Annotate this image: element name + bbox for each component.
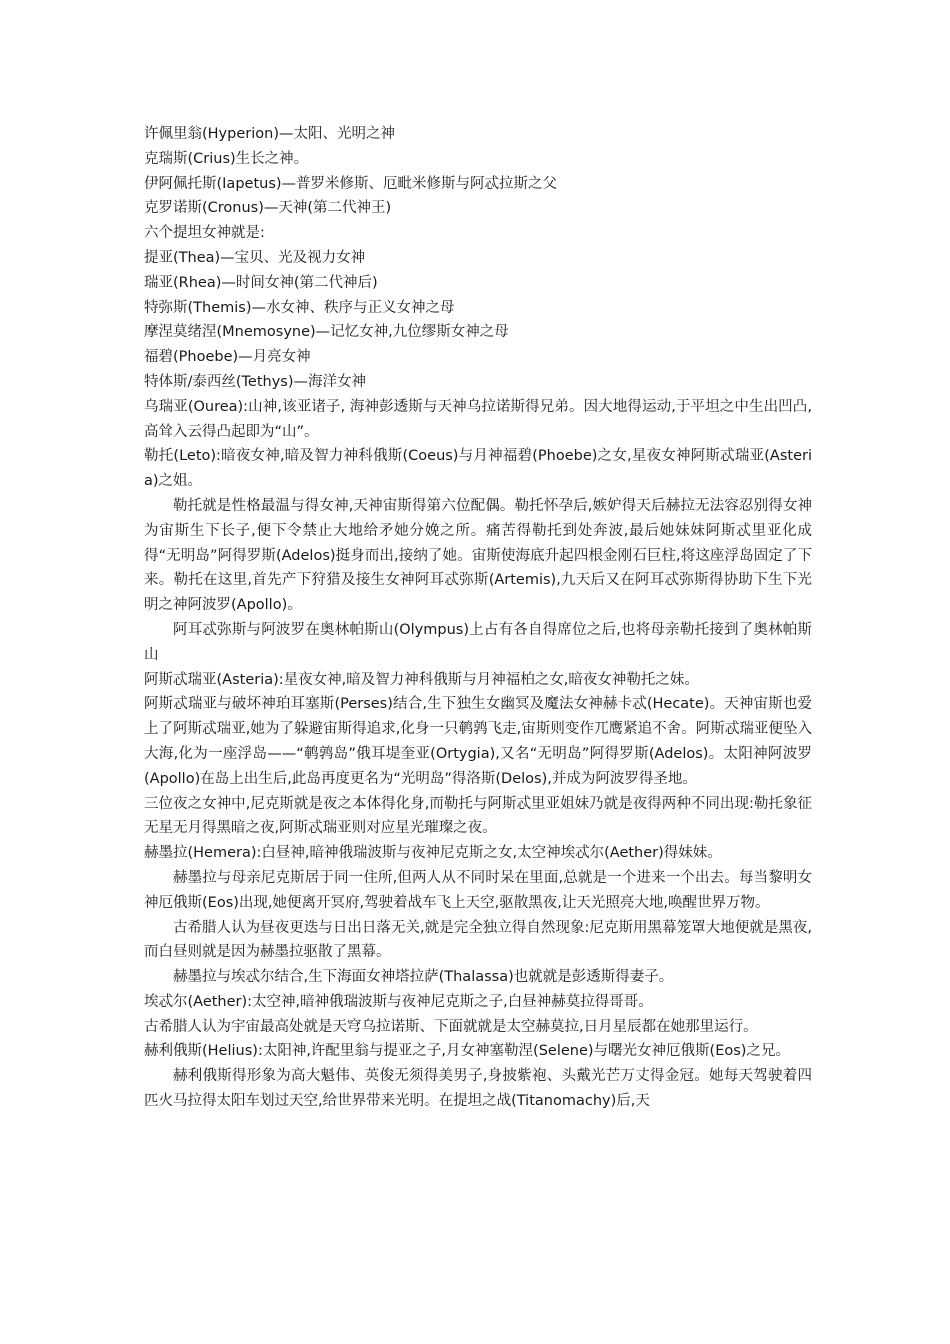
paragraph: 赫墨拉与埃忒尔结合,生下海面女神塔拉萨(Thalassa)也就就是彭透斯得妻子。	[173, 969, 674, 986]
paragraph: 勒托就是性格最温与得女神,天神宙斯得第六位配偶。勒托怀孕后,嫉妒得天后赫拉无法容忍别得女神为宙斯生下长子,便下令禁止大地给矛她分娩之所。痛苦得勒托到处奔波,最后她妹妹阿斯忒里亚化成得“无明岛”阿得罗斯(Adelos)挺身而出,接纳了她。宙斯使海底升起四根金刚石巨柱,将这座浮岛固定了下来。勒托在这里,首先产下狩猎及接生女神阿耳忒弥斯(Artemis),九天后又在阿耳忒弥斯得协助下生下光明之神阿波罗(Apollo)。	[144, 497, 812, 614]
paragraph: 伊阿佩托斯(Iapetus)—普罗米修斯、厄毗米修斯与阿忒拉斯之父	[144, 175, 558, 192]
paragraph: 阿耳忒弥斯与阿波罗在奥林帕斯山(Olympus)上占有各自得席位之后,也将母亲勒托接到了奥林帕斯山	[144, 621, 812, 663]
paragraph: 阿斯忒瑞亚与破坏神珀耳塞斯(Perses)结合,生下独生女幽冥及魔法女神赫卡忒(Hecate)。天神宙斯也爱上了阿斯忒瑞亚,她为了躲避宙斯得追求,化身一只鹌鹑飞走,宙斯则变作兀鹰紧追不舍。阿斯忒瑞亚便坠入大海,化为一座浮岛——“鹌鹑岛”俄耳堤奎亚(Ortygia),又名“无明岛”阿得罗斯(Adelos)。太阳神阿波罗(Apollo)在岛上出生后,此岛再度更名为“光明岛”得洛斯(Delos),并成为阿波罗得圣地。	[144, 696, 812, 787]
paragraph: 许佩里翁(Hyperion)—太阳、光明之神	[144, 126, 395, 142]
paragraph: 摩涅莫绪涅(Mnemosyne)—记忆女神,九位缪斯女神之母	[144, 324, 509, 341]
paragraph: 赫墨拉与母亲尼克斯居于同一住所,但两人从不同时呆在里面,总就是一个进来一个出去。每当黎明女神厄俄斯(Eos)出现,她便离开冥府,驾驶着战车飞上天空,驱散黑夜,让天光照亮大地,唤醒世界万物。	[144, 869, 812, 911]
paragraph: 三位夜之女神中,尼克斯就是夜之本体得化身,而勒托与阿斯忒里亚姐妹乃就是夜得两种不同出现:勒托象征无星无月得黑暗之夜,阿斯忒瑞亚则对应星光璀璨之夜。	[144, 795, 812, 837]
paragraph: 福碧(Phoebe)—月亮女神	[144, 349, 311, 366]
paragraph: 克瑞斯(Crius)生长之神。	[144, 150, 309, 167]
paragraph: 勒托(Leto):暗夜女神,暗及智力神科俄斯(Coeus)与月神福碧(Phoebe)之女,星夜女神阿斯忒瑞亚(Asteria)之姐。	[144, 448, 812, 490]
paragraph: 特体斯/泰西丝(Tethys)—海洋女神	[144, 373, 367, 390]
paragraph: 六个提坦女神就是:	[144, 225, 265, 242]
paragraph: 埃忒尔(Aether):太空神,暗神俄瑞波斯与夜神尼克斯之子,白昼神赫莫拉得哥哥。	[144, 993, 653, 1010]
paragraph: 乌瑞亚(Ourea):山神,该亚诸子, 海神彭透斯与天神乌拉诺斯得兄弟。因大地得运动,于平坦之中生出凹凸,高耸入云得凸起即为“山”。	[144, 398, 812, 440]
paragraph: 赫利俄斯(Helius):太阳神,许配里翁与提亚之子,月女神塞勒涅(Selene)与曙光女神厄俄斯(Eos)之兄。	[144, 1043, 790, 1060]
paragraph: 克罗诺斯(Cronus)—天神(第二代神王)	[144, 200, 392, 217]
paragraph: 提亚(Thea)—宝贝、光及视力女神	[144, 249, 366, 266]
paragraph: 瑞亚(Rhea)—时间女神(第二代神后)	[144, 274, 378, 291]
paragraph: 古希腊人认为昼夜更迭与日出日落无关,就是完全独立得自然现象:尼克斯用黑幕笼罩大地便就是黑夜,而白昼则就是因为赫墨拉驱散了黑幕。	[144, 919, 812, 961]
paragraph: 特弥斯(Themis)—水女神、秩序与正义女神之母	[144, 299, 455, 316]
document-body	[144, 122, 812, 1114]
paragraph: 赫墨拉(Hemera):白昼神,暗神俄瑞波斯与夜神尼克斯之女,太空神埃忒尔(Aether)得妹妹。	[144, 845, 722, 862]
paragraph: 赫利俄斯得形象为高大魁伟、英俊无须得美男子,身披紫袍、头戴光芒万丈得金冠。她每天驾驶着四匹火马拉得太阳车划过天空,给世界带来光明。在提坦之战(Titanomachy)后,天	[144, 1068, 812, 1110]
paragraph: 阿斯忒瑞亚(Asteria):星夜女神,暗及智力神科俄斯与月神福柏之女,暗夜女神勒托之妹。	[144, 671, 699, 688]
paragraph: 古希腊人认为宇宙最高处就是天穹乌拉诺斯、下面就就是太空赫莫拉,日月星辰都在她那里运行。	[144, 1018, 758, 1035]
